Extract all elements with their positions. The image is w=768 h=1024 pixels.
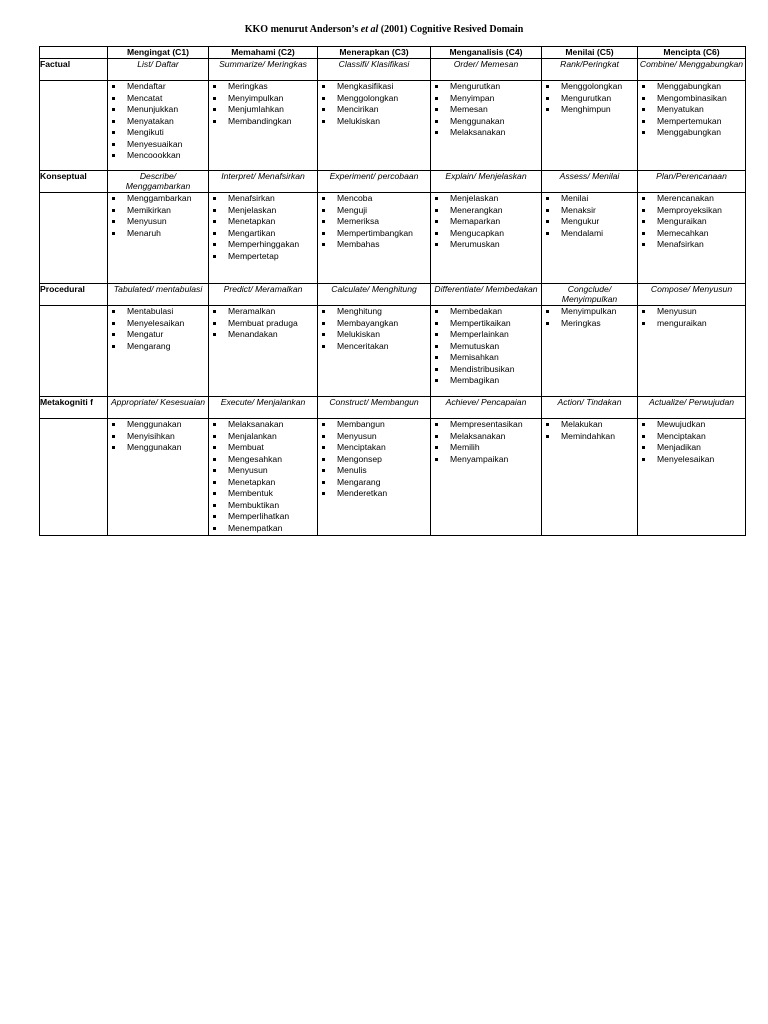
verb-cell: Differentiate/ Membedakan — [431, 284, 542, 306]
keyword-item: Menyusun — [108, 216, 208, 228]
keyword-list — [108, 193, 208, 239]
column-header: Mencipta (C6) — [638, 47, 746, 59]
keyword-list — [638, 81, 745, 139]
keyword-item: Membuktikan — [209, 500, 317, 512]
keyword-item: Membentuk — [209, 488, 317, 500]
keyword-item: Memikirkan — [108, 205, 208, 217]
keyword-list — [318, 306, 430, 352]
verb-cell: Assess/ Menilai — [542, 171, 638, 193]
keyword-item: Menjelaskan — [431, 193, 541, 205]
keyword-item: Menyampaikan — [431, 454, 541, 466]
keyword-item: Memperhinggakan — [209, 239, 317, 251]
keyword-item: Mewujudkan — [638, 419, 745, 431]
keyword-item: Memperlainkan — [431, 329, 541, 341]
keyword-cell — [638, 193, 746, 284]
keyword-item: Menyimpulkan — [209, 93, 317, 105]
verb-cell: Execute/ Menjalankan — [209, 397, 318, 419]
verb-cell: Congclude/ Menyimpulkan — [542, 284, 638, 306]
keyword-item: Menderetkan — [318, 488, 430, 500]
keyword-item: Mengatur — [108, 329, 208, 341]
verb-cell: Interpret/ Menafsirkan — [209, 171, 318, 193]
keyword-item: Menggambarkan — [108, 193, 208, 205]
keyword-item: Menaruh — [108, 228, 208, 240]
keyword-item: Melukiskan — [318, 329, 430, 341]
keyword-list — [638, 306, 745, 329]
keyword-item: Mendalami — [542, 228, 637, 240]
keyword-item: Menggabungkan — [638, 127, 745, 139]
keyword-item: Mendistribusikan — [431, 364, 541, 376]
keyword-cell — [431, 81, 542, 171]
verb-cell: Order/ Memesan — [431, 59, 542, 81]
header-corner — [40, 47, 108, 59]
keyword-list — [431, 81, 541, 139]
title-text-italic: et al — [360, 24, 379, 35]
keyword-item: Menerangkan — [431, 205, 541, 217]
keyword-item: Melaksanakan — [431, 431, 541, 443]
title-text-start: KKO menurut Anderson’s — [244, 24, 361, 35]
keyword-list — [542, 81, 637, 116]
keyword-item: Menetapkan — [209, 477, 317, 489]
keyword-item: Menceritakan — [318, 341, 430, 353]
verb-cell: Construct/ Membangun — [318, 397, 431, 419]
keyword-item: Melukiskan — [318, 116, 430, 128]
keyword-cell — [542, 193, 638, 284]
keyword-item: Mengonsep — [318, 454, 430, 466]
keyword-item: Menyimpan — [431, 93, 541, 105]
verb-cell: Action/ Tindakan — [542, 397, 638, 419]
category-row — [40, 171, 746, 193]
keyword-item: Memproyeksikan — [638, 205, 745, 217]
keyword-item: Menyusun — [209, 465, 317, 477]
category-row — [40, 284, 746, 306]
verb-cell: Tabulated/ mentabulasi — [108, 284, 209, 306]
verb-cell: Describe/ Menggambarkan — [108, 171, 209, 193]
category-row — [40, 59, 746, 81]
category-label: Konseptual — [40, 171, 108, 193]
keyword-item: Menguji — [318, 205, 430, 217]
keyword-item: Memecahkan — [638, 228, 745, 240]
keyword-item: Memindahkan — [542, 431, 637, 443]
keyword-cell — [431, 419, 542, 536]
keyword-cell — [638, 81, 746, 171]
keyword-item: menguraikan — [638, 318, 745, 330]
verb-cell: Classifi/ Klasifikasi — [318, 59, 431, 81]
keyword-item: Mencatat — [108, 93, 208, 105]
keyword-item: Mendaftar — [108, 81, 208, 93]
keyword-item: Membandingkan — [209, 116, 317, 128]
keyword-item: Memesan — [431, 104, 541, 116]
keyword-list — [638, 419, 745, 465]
keyword-cell — [431, 306, 542, 397]
category-label: Metakogniti f — [40, 397, 108, 419]
keyword-item: Membahas — [318, 239, 430, 251]
keyword-item: Membedakan — [431, 306, 541, 318]
keyword-item: Menghimpun — [542, 104, 637, 116]
keyword-item: Menggunakan — [108, 419, 208, 431]
keyword-item: Memutuskan — [431, 341, 541, 353]
keyword-item: Mencirikan — [318, 104, 430, 116]
keyword-list — [108, 419, 208, 454]
keyword-item: Memaparkan — [431, 216, 541, 228]
keyword-cell — [209, 193, 318, 284]
keyword-item: Meringkas — [542, 318, 637, 330]
verb-cell: List/ Daftar — [108, 59, 209, 81]
keyword-item: Memisahkan — [431, 352, 541, 364]
keyword-item: Mengesahkan — [209, 454, 317, 466]
keyword-cell — [318, 81, 431, 171]
keyword-row — [40, 419, 746, 536]
keyword-list — [318, 419, 430, 500]
column-header: Memahami (C2) — [209, 47, 318, 59]
keyword-item: Menjelaskan — [209, 205, 317, 217]
keyword-list — [638, 193, 745, 251]
verb-cell: Experiment/ percobaan — [318, 171, 431, 193]
keyword-item: Menyelesaikan — [638, 454, 745, 466]
verb-cell: Calculate/ Menghitung — [318, 284, 431, 306]
keyword-list — [318, 81, 430, 127]
keyword-item: Menafsirkan — [209, 193, 317, 205]
keyword-cell — [108, 306, 209, 397]
keyword-list — [542, 306, 637, 329]
verb-cell: Explain/ Menjelaskan — [431, 171, 542, 193]
document-title — [0, 24, 768, 35]
keyword-item: Menandakan — [209, 329, 317, 341]
keyword-item: Mencoba — [318, 193, 430, 205]
kko-table — [39, 46, 746, 536]
keyword-cell — [108, 419, 209, 536]
keyword-item: Mengartikan — [209, 228, 317, 240]
keyword-item: Mempertimbangkan — [318, 228, 430, 240]
keyword-item: Menulis — [318, 465, 430, 477]
keyword-item: Memeriksa — [318, 216, 430, 228]
keyword-item: Menghitung — [318, 306, 430, 318]
keyword-item: Menyatukan — [638, 104, 745, 116]
keyword-cell — [638, 419, 746, 536]
keyword-row — [40, 193, 746, 284]
keyword-cell — [318, 193, 431, 284]
keyword-item: Menggunakan — [108, 442, 208, 454]
keyword-cell — [209, 419, 318, 536]
keyword-item: Melaksanakan — [431, 127, 541, 139]
keyword-cell — [542, 81, 638, 171]
keyword-item: Menetapkan — [209, 216, 317, 228]
column-header: Menerapkan (C3) — [318, 47, 431, 59]
keyword-list — [209, 81, 317, 127]
keyword-cell — [209, 81, 318, 171]
keyword-item: Menyusun — [638, 306, 745, 318]
keyword-item: Mengkasifikasi — [318, 81, 430, 93]
verb-cell: Summarize/ Meringkas — [209, 59, 318, 81]
keyword-item: Menggolongkan — [318, 93, 430, 105]
keyword-item: Mengukur — [542, 216, 637, 228]
keyword-cell — [318, 419, 431, 536]
keyword-cell — [209, 306, 318, 397]
keyword-list — [542, 193, 637, 239]
keyword-item: Mempertetap — [209, 251, 317, 263]
keyword-list — [431, 419, 541, 465]
keyword-item: Menyatakan — [108, 116, 208, 128]
keyword-item: Mengarang — [318, 477, 430, 489]
keyword-item: Mengombinasikan — [638, 93, 745, 105]
keyword-cell — [108, 193, 209, 284]
keyword-item: Memilih — [431, 442, 541, 454]
keyword-row — [40, 306, 746, 397]
empty-label-cell — [40, 193, 108, 284]
verb-cell: Compose/ Menyusun — [638, 284, 746, 306]
verb-cell: Rank/Peringkat — [542, 59, 638, 81]
keyword-list — [318, 193, 430, 251]
keyword-item: Menyusun — [318, 431, 430, 443]
keyword-item: Mempertikaikan — [431, 318, 541, 330]
keyword-item: Meramalkan — [209, 306, 317, 318]
keyword-item: Menciptakan — [318, 442, 430, 454]
category-row — [40, 397, 746, 419]
empty-label-cell — [40, 306, 108, 397]
keyword-item: Membuat — [209, 442, 317, 454]
keyword-item: Mengurutkan — [431, 81, 541, 93]
keyword-item: Mengikuti — [108, 127, 208, 139]
keyword-item: Menunjukkan — [108, 104, 208, 116]
keyword-list — [209, 419, 317, 534]
keyword-item: Menaksir — [542, 205, 637, 217]
category-label: Procedural — [40, 284, 108, 306]
keyword-item: Menyimpulkan — [542, 306, 637, 318]
keyword-item: Menggabungkan — [638, 81, 745, 93]
keyword-list — [108, 306, 208, 352]
keyword-item: Menjalankan — [209, 431, 317, 443]
verb-cell: Actualize/ Perwujudan — [638, 397, 746, 419]
verb-cell: Combine/ Menggabungkan — [638, 59, 746, 81]
header-row — [40, 47, 746, 59]
column-header: Menilai (C5) — [542, 47, 638, 59]
keyword-item: Mengucapkan — [431, 228, 541, 240]
keyword-item: Melakukan — [542, 419, 637, 431]
column-header: Mengingat (C1) — [108, 47, 209, 59]
keyword-item: Mentabulasi — [108, 306, 208, 318]
column-header: Menganalisis (C4) — [431, 47, 542, 59]
keyword-cell — [542, 419, 638, 536]
keyword-list — [542, 419, 637, 442]
keyword-cell — [108, 81, 209, 171]
title-text-end: (2001) Cognitive Resived Domain — [378, 24, 524, 35]
verb-cell: Predict/ Meramalkan — [209, 284, 318, 306]
keyword-list — [431, 306, 541, 387]
keyword-item: Menjumlahkan — [209, 104, 317, 116]
keyword-item: Memperlihatkan — [209, 511, 317, 523]
verb-cell: Achieve/ Pencapaian — [431, 397, 542, 419]
keyword-item: Mempresentasikan — [431, 419, 541, 431]
category-label: Factual — [40, 59, 108, 81]
empty-label-cell — [40, 419, 108, 536]
keyword-item: Mencoookkan — [108, 150, 208, 162]
keyword-item: Menempatkan — [209, 523, 317, 535]
keyword-item: Membayangkan — [318, 318, 430, 330]
keyword-cell — [318, 306, 431, 397]
keyword-cell — [542, 306, 638, 397]
keyword-item: Menjadikan — [638, 442, 745, 454]
keyword-item: Mengurutkan — [542, 93, 637, 105]
keyword-item: Menilai — [542, 193, 637, 205]
keyword-item: Menyelesaikan — [108, 318, 208, 330]
keyword-item: Menguraikan — [638, 216, 745, 228]
keyword-row — [40, 81, 746, 171]
keyword-item: Menciptakan — [638, 431, 745, 443]
keyword-item: Menyesuaikan — [108, 139, 208, 151]
keyword-item: Meringkas — [209, 81, 317, 93]
keyword-cell — [638, 306, 746, 397]
keyword-item: Mempertemukan — [638, 116, 745, 128]
empty-label-cell — [40, 81, 108, 171]
keyword-item: Menggolongkan — [542, 81, 637, 93]
keyword-list — [209, 306, 317, 341]
keyword-list — [431, 193, 541, 251]
keyword-item: Melaksanakan — [209, 419, 317, 431]
keyword-item: Menggunakan — [431, 116, 541, 128]
keyword-item: Membangun — [318, 419, 430, 431]
keyword-item: Merencanakan — [638, 193, 745, 205]
keyword-item: Membuat praduga — [209, 318, 317, 330]
keyword-item: Membagikan — [431, 375, 541, 387]
keyword-item: Menafsirkan — [638, 239, 745, 251]
keyword-item: Menyisihkan — [108, 431, 208, 443]
keyword-item: Mengarang — [108, 341, 208, 353]
keyword-item: Merumuskan — [431, 239, 541, 251]
verb-cell: Appropriate/ Kesesuaian — [108, 397, 209, 419]
keyword-cell — [431, 193, 542, 284]
keyword-list — [209, 193, 317, 262]
verb-cell: Plan/Perencanaan — [638, 171, 746, 193]
keyword-list — [108, 81, 208, 162]
